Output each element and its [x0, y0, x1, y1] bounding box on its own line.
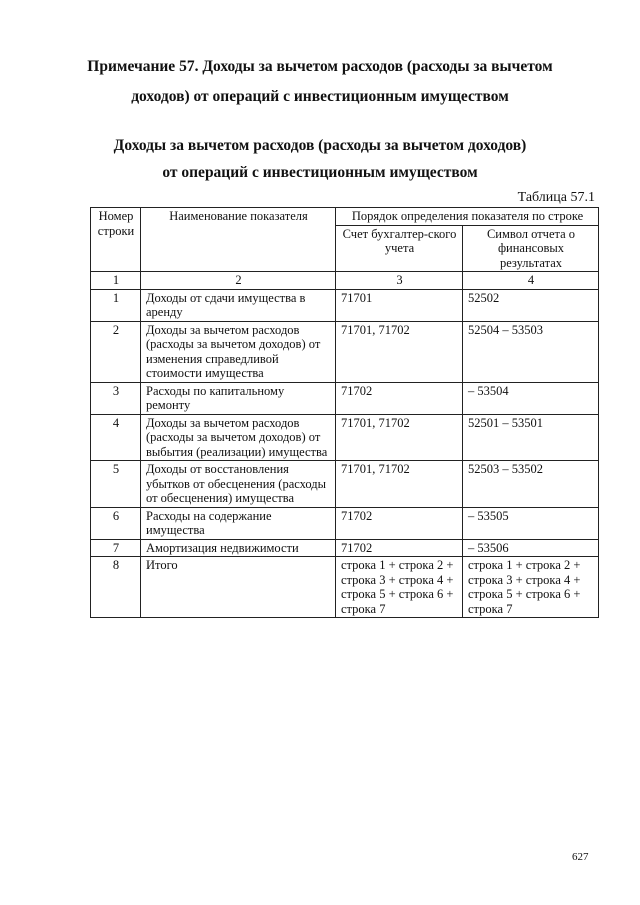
indicator-name: Доходы от сдачи имущества в аренду [141, 289, 336, 321]
indicator-name: Доходы за вычетом расходов (расходы за вычетом доходов) от выбытия (реализации) имущества [141, 414, 336, 461]
table-row [91, 507, 599, 539]
table-title-line-2: от операций с инвестиционным имуществом [162, 164, 478, 181]
row-number: 3 [91, 382, 141, 414]
note-title-line-1: Примечание 57. Доходы за вычетом расходов (расходы за вычетом [87, 58, 553, 75]
header-indicator-name: Наименование показателя [141, 208, 336, 272]
symbol-value: 52501 – 53501 [463, 414, 599, 461]
header-account: Счет бухгалтер-ского учета [336, 225, 463, 272]
header-row-number: Номер строки [91, 208, 141, 272]
table-row [91, 321, 599, 382]
column-number: 4 [463, 272, 599, 290]
data-table [90, 207, 599, 618]
column-number: 3 [336, 272, 463, 290]
table-row-total [91, 557, 599, 618]
account-value: строка 1 + строка 2 + строка 3 + строка 4 + строка 5 + строка 6 + строка 7 [336, 557, 463, 618]
table-row [91, 289, 599, 321]
indicator-name: Доходы за вычетом расходов (расходы за вычетом доходов) от изменения справедливой стоимости имущества [141, 321, 336, 382]
row-number: 6 [91, 507, 141, 539]
header-row [91, 208, 599, 226]
table-row [91, 461, 599, 508]
row-number: 8 [91, 557, 141, 618]
account-value: 71701 [336, 289, 463, 321]
account-value: 71701, 71702 [336, 321, 463, 382]
table-row [91, 382, 599, 414]
indicator-name: Итого [141, 557, 336, 618]
table-title-line-1: Доходы за вычетом расходов (расходы за вычетом доходов) [113, 137, 527, 154]
column-number: 2 [141, 272, 336, 290]
column-number: 1 [91, 272, 141, 290]
symbol-value: 52503 – 53502 [463, 461, 599, 508]
account-value: 71702 [336, 382, 463, 414]
table-row [91, 539, 599, 557]
indicator-name: Расходы по капитальному ремонту [141, 382, 336, 414]
symbol-value: – 53505 [463, 507, 599, 539]
table-row [91, 414, 599, 461]
row-number: 1 [91, 289, 141, 321]
row-number: 5 [91, 461, 141, 508]
row-number: 2 [91, 321, 141, 382]
symbol-value: строка 1 + строка 2 + строка 3 + строка 4 + строка 5 + строка 6 + строка 7 [463, 557, 599, 618]
symbol-value: – 53506 [463, 539, 599, 557]
symbol-value: 52504 – 53503 [463, 321, 599, 382]
row-number: 7 [91, 539, 141, 557]
symbol-value: – 53504 [463, 382, 599, 414]
row-number: 4 [91, 414, 141, 461]
column-numbers-row [91, 272, 599, 290]
account-value: 71702 [336, 507, 463, 539]
table-number: Таблица 57.1 [517, 190, 595, 205]
indicator-name: Расходы на содержание имущества [141, 507, 336, 539]
symbol-value: 52502 [463, 289, 599, 321]
account-value: 71702 [336, 539, 463, 557]
indicator-name: Доходы от восстановления убытков от обесценения (расходы от обесценения) имущества [141, 461, 336, 508]
header-determination-order: Порядок определения показателя по строке [336, 208, 599, 226]
indicator-name: Амортизация недвижимости [141, 539, 336, 557]
account-value: 71701, 71702 [336, 414, 463, 461]
account-value: 71701, 71702 [336, 461, 463, 508]
note-title-line-2: доходов) от операций с инвестиционным имуществом [131, 88, 509, 105]
header-financial-results-symbol: Символ отчета о финансовых результатах [463, 225, 599, 272]
page-number: 627 [572, 851, 589, 863]
